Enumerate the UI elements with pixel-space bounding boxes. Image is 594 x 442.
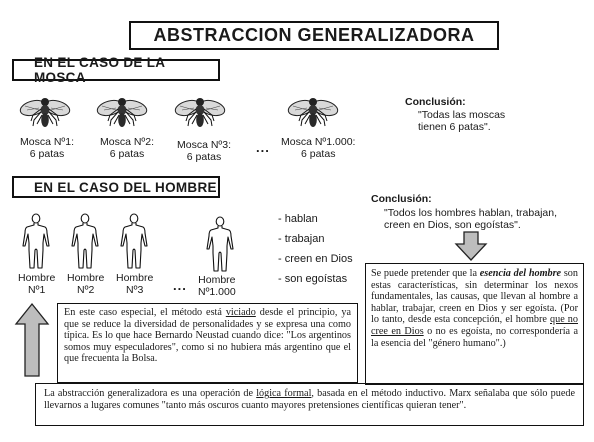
mosca-conclusion-label: Conclusión: [405,96,466,108]
fly-3-caption: Mosca Nº3: 6 patas [177,139,232,163]
up-arrow-icon [14,302,50,378]
summary-text-box: La abstracción generalizadora es una operación de lógica formal, basada en el método inductivo. Marx señalaba que sólo puede llevarnos a lugares comunes "tanto más oscuros cuanto mayores pretensiones científicas quieran tener". [35,383,584,426]
human-2-icon [68,213,102,269]
fly-1000-icon [287,93,339,129]
human-1-icon [19,213,53,269]
trait-hablan: - hablan [278,213,318,225]
human-1-caption: Hombre Nº1 [18,272,56,296]
fly-2-caption: Mosca Nº2: 6 patas [100,136,155,160]
esencia-text-box: Se puede pretender que la esencia del hombre son estas características, sin determinar los nexos fundamentales, las causas, que llevan al hombre a hablar, trabajar, creen en Dios y ser egoísta. (Por lo tanto, desde esta concepción, el hombre que no cree en Dios o no es egoísta, no correspondería a la esencia del "género humano".) [365,263,584,385]
fly-ellipsis: ... [256,140,270,155]
human-1000-caption: Hombre Nº1.000 [198,274,236,298]
section-heading-mosca: EN EL CASO DE LA MOSCA [12,59,220,81]
fly-3-icon [174,93,226,129]
fly-1000-caption: Mosca Nº1.000: 6 patas [281,136,356,160]
fly-2-icon [96,93,148,129]
section-heading-hombre: EN EL CASO DEL HOMBRE [12,176,220,198]
fly-1-icon [19,93,71,129]
down-arrow-icon [454,231,488,261]
trait-creen: - creen en Dios [278,253,353,265]
mosca-conclusion-text: "Todas las moscas tienen 6 patas". [418,109,506,133]
human-3-caption: Hombre Nº3 [116,272,154,296]
hombre-conclusion-label: Conclusión: [371,193,432,205]
viciado-text-box: En este caso especial, el método está viciado desde el principio, ya que se reduce la diversidad de personalidades y se expresa una como típica. Es lo que hace Bernardo Neustad cuando dice: "Los argentinos somos muy especuladores", como si no hubiera más argentino que el que frecuenta la Bolsa. [57,303,358,383]
page-title: ABSTRACCION GENERALIZADORA [129,21,499,50]
human-3-icon [117,213,151,269]
fly-1-caption: Mosca Nº1: 6 patas [20,136,75,160]
trait-egoistas: - son egoístas [278,273,348,285]
hombre-conclusion-text: "Todos los hombres hablan, trabajan, creen en Dios, son egoístas". [384,207,557,231]
human-2-caption: Hombre Nº2 [67,272,105,296]
human-ellipsis: ... [173,278,187,293]
trait-trabajan: - trabajan [278,233,325,245]
human-1000-icon [203,216,237,272]
